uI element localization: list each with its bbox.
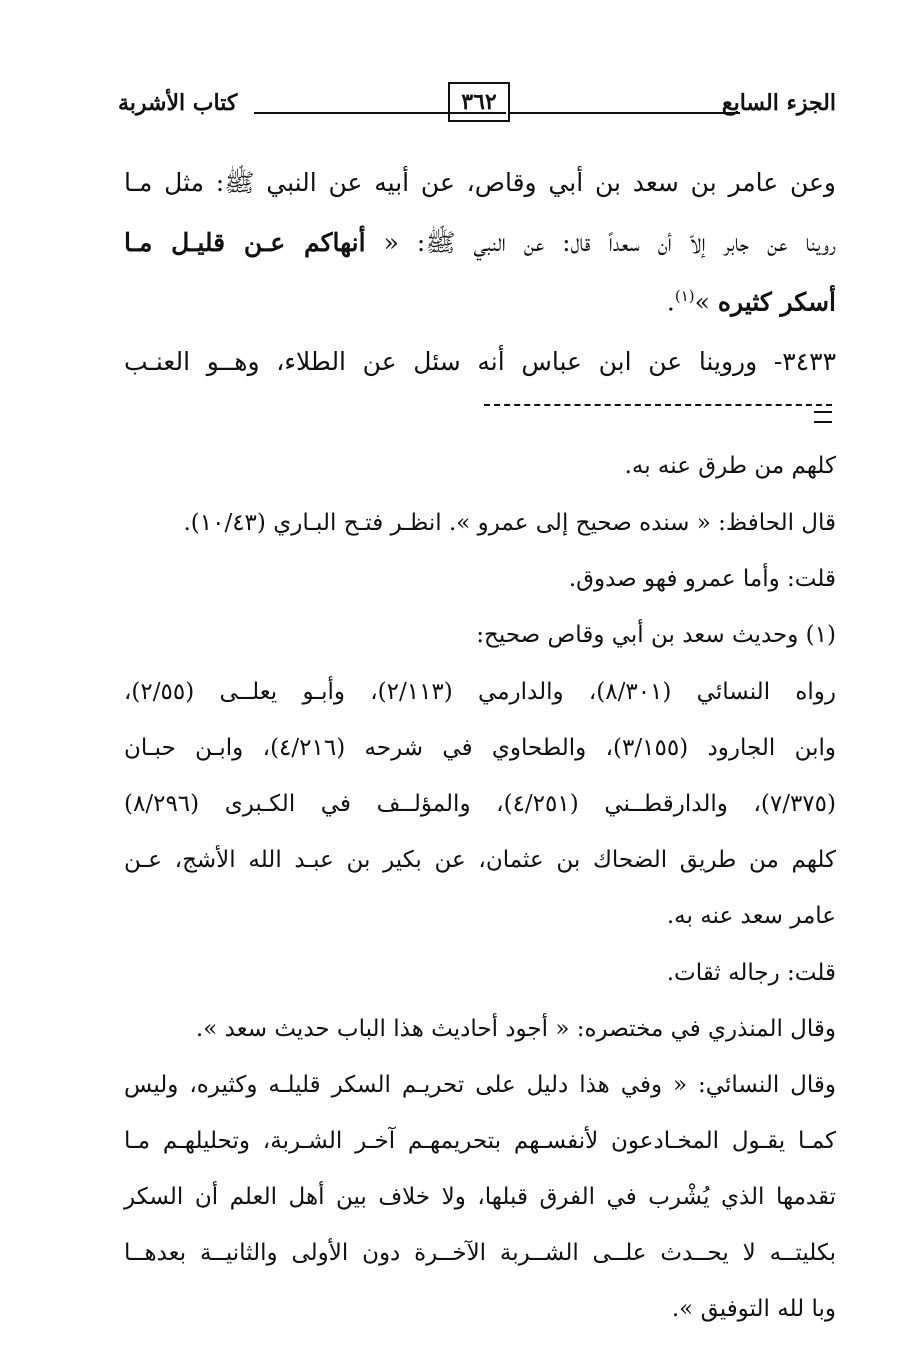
footnote-line-4: (١) وحديث سعد بن أبي وقاص صحيح: — [476, 622, 836, 648]
period-mark: . — [666, 287, 675, 317]
hadith-quote-part-2: أسكر كثيره — [717, 287, 836, 317]
footnote-line-11: وقال المنذري في مختصره: « أجود أحاديث هذا الباب حديث سعد ». — [195, 1016, 836, 1042]
footnote-line-1: كلهم من طرق عنه به. — [624, 453, 836, 479]
main-text-line-2 — [124, 228, 836, 258]
footnote-line-8: كلهم من طريق الضحاك بن عثمان، عن بكير بن عبـد الله الأشج، عـن — [124, 847, 836, 873]
main-text-line-4: ٣٤٣٣- وروينا عن ابن عباس أنه سئل عن الطلاء، وهــو العنـب — [124, 347, 836, 376]
footnote-line-16: وبا لله التوفيق ». — [671, 1296, 836, 1322]
footnote-line-9: عامر سعد عنه به. — [666, 903, 836, 929]
footnote-separator — [484, 404, 832, 406]
footnote-line-14: تقدمها الذي يُشْرب في الفرق قبلها، ولا خلاف بين أهل العلم أن السكر — [124, 1184, 836, 1210]
main-text-line-1: وعن عامر بن سعد بن أبي وقاص، عن أبيه عن النبي ﷺ: مثل مـا — [124, 168, 836, 197]
footnote-line-5: رواه النسائي (٨/٣٠١)، والدارمي (٢/١١٣)، وأبـو يعلــى (٢/٥٥)، — [124, 679, 836, 705]
hadith-quote-part-1: أنهاكم عـن قليـل مـا — [124, 228, 366, 257]
footnote-line-7: (٧/٣٧٥)، والدارقطــني (٤/٢٥١)، والمؤلــف في الكـبرى (٨/٢٩٦) — [124, 791, 836, 817]
main-text-line-3 — [667, 287, 836, 317]
page-number: ٣٦٢ — [448, 82, 510, 122]
footnote-line-10: قلت: رجاله ثقات. — [666, 960, 836, 986]
page-header — [118, 82, 836, 132]
chapter-title: كتاب الأشربة — [118, 90, 238, 116]
quote-close-mark: » — [694, 287, 718, 317]
header-rule-left — [254, 112, 506, 114]
footnote-line-12: وقال النسائي: « وفي هذا دليل على تحريـم السكر قليلـه وكثيره، وليس — [124, 1072, 836, 1098]
main-text-line-2-plain: روينا عن جابر إلاّ أن سعداً قال: عن النبي ﷺ: « — [383, 228, 837, 257]
header-rule-right — [510, 112, 740, 114]
continuation-mark — [814, 411, 832, 423]
footnote-line-13: كمـا يقـول المخـادعون لأنفسـهم بتحريمهـم آخـر الشـربة، وتحليلهـم مـا — [124, 1128, 836, 1154]
footnote-line-2: قال الحافظ: « سنده صحيح إلى عمرو ». انظـر فتـح البـاري (١٠/٤٣). — [183, 510, 836, 536]
volume-title: الجزء السابع — [721, 90, 836, 116]
footnote-ref-1: (١) — [674, 287, 695, 305]
footnote-line-3: قلت: وأما عمرو فهو صدوق. — [568, 566, 836, 592]
footnote-line-6: وابن الجارود (٣/١٥٥)، والطحاوي في شرحه (٤/٢١٦)، وابـن حبـان — [124, 735, 836, 761]
footnote-line-15: بكليتــه لا يحــدث علــى الشــربة الآخــرة دون الأولى والثانيــة بعدهــا — [124, 1240, 836, 1266]
